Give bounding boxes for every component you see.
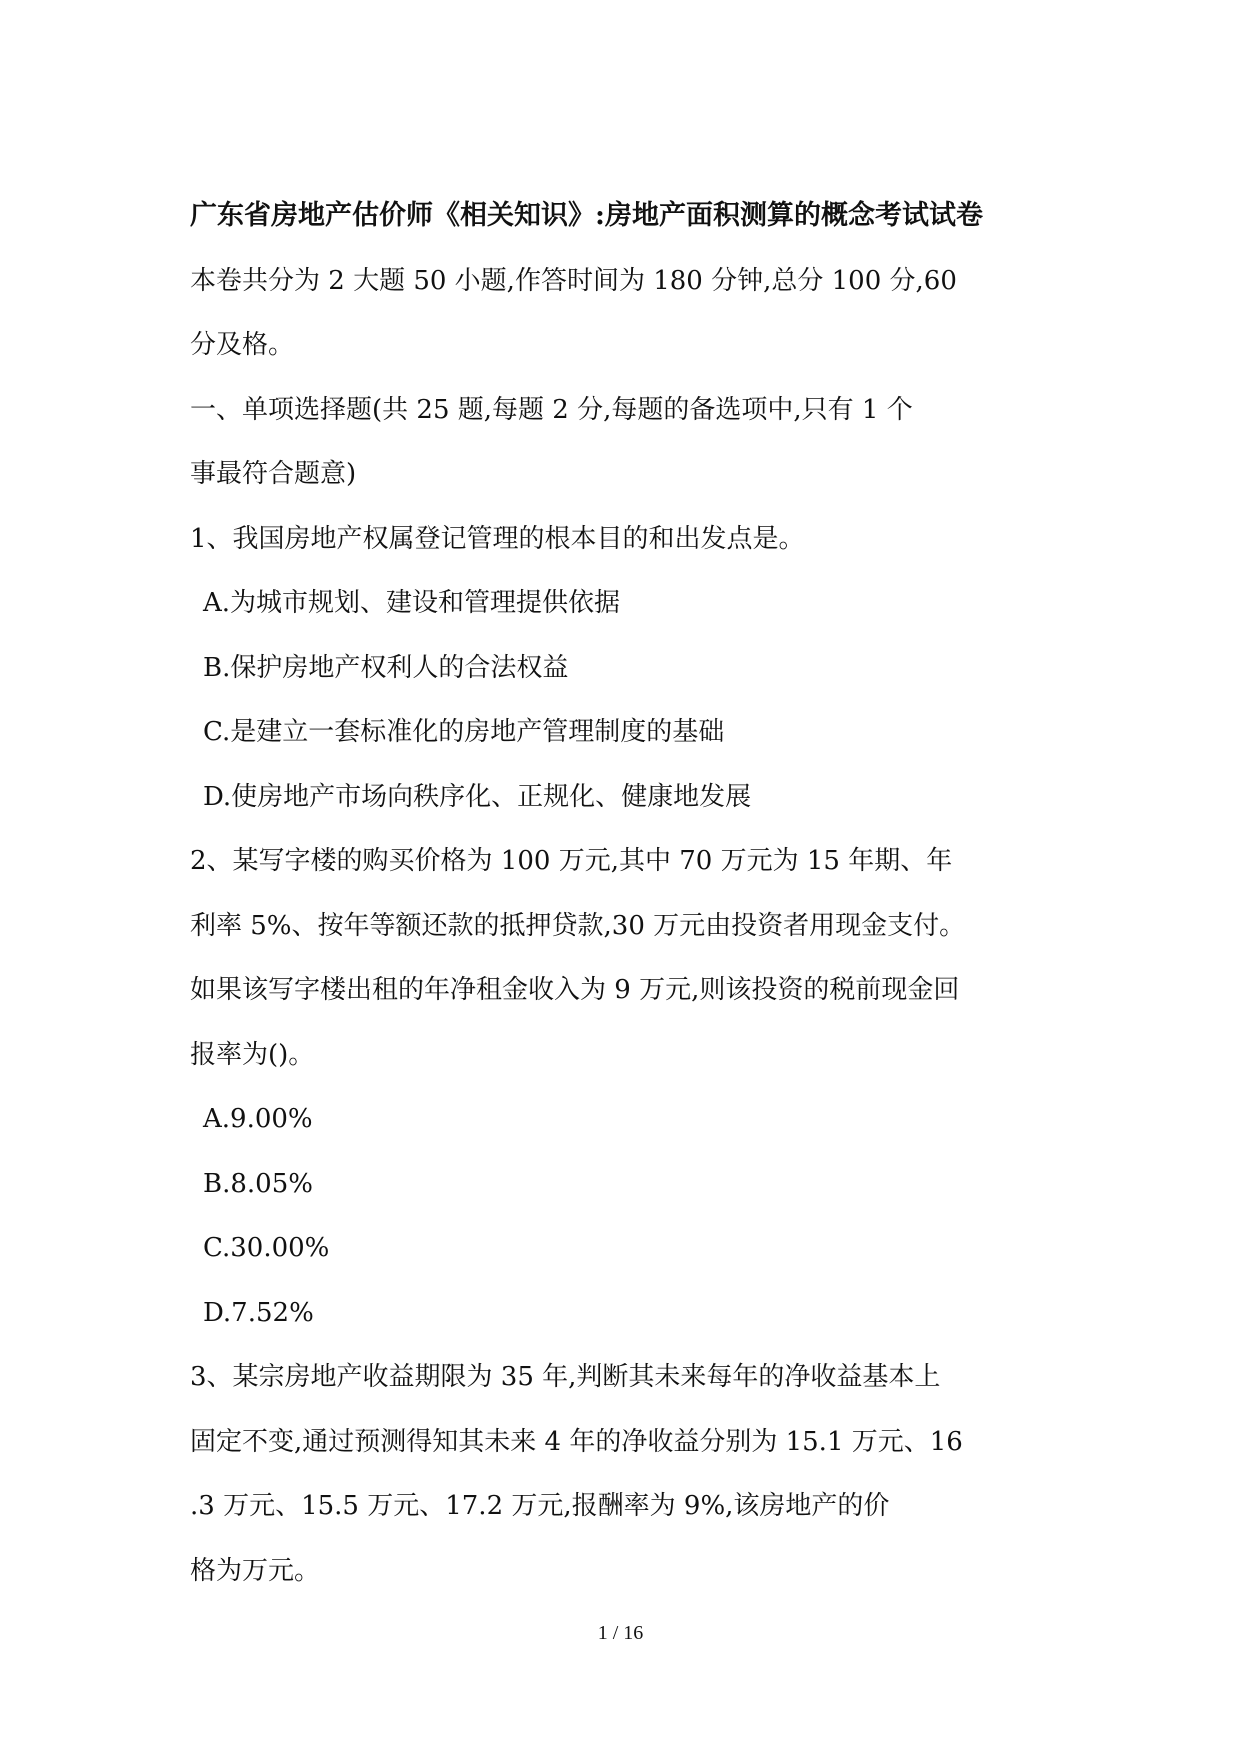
question-2-stem-line-3: 如果该写字楼出租的年净租金收入为 9 万元,则该投资的税前现金回 [190,975,960,1005]
section-heading-line-2: 事最符合题意) [190,459,357,489]
question-1-option-a: A.为城市规划、建设和管理提供依据 [203,588,621,618]
question-1-option-c: C.是建立一套标准化的房地产管理制度的基础 [203,717,725,747]
question-2-stem-line-4: 报率为()。 [190,1039,315,1070]
question-2 [190,829,1060,1345]
question-2-option-b: B.8.05% [203,1168,313,1199]
question-2-stem-line-1: 2、某写字楼的购买价格为 100 万元,其中 70 万元为 15 年期、年 [190,846,953,876]
question-1-stem: 1、我国房地产权属登记管理的根本目的和出发点是。 [190,523,805,554]
question-3-stem-line-3: .3 万元、15.5 万元、17.2 万元,报酬率为 9%,该房地产的价 [190,1491,890,1521]
question-3 [190,1345,1060,1603]
intro-line-1: 本卷共分为 2 大题 50 小题,作答时间为 180 分钟,总分 100 分,60 [190,265,957,296]
page-number: 1 / 16 [597,1622,644,1644]
question-2-stem-line-2: 利率 5%、按年等额还款的抵押贷款,30 万元由投资者用现金支付。 [190,910,966,941]
question-2-option-c: C.30.00% [203,1233,330,1263]
question-3-stem-line-4: 格为万元。 [190,1555,321,1586]
intro-line-2: 分及格。 [190,330,295,360]
document-body [190,184,1060,1603]
question-1 [190,507,1060,830]
question-3-stem-line-1: 3、某宗房地产收益期限为 35 年,判断其未来每年的净收益基本上 [190,1362,941,1392]
question-2-option-a: A.9.00% [203,1104,313,1134]
question-2-option-d: D.7.52% [203,1297,314,1328]
question-1-option-d: D.使房地产市场向秩序化、正规化、健康地发展 [203,781,752,812]
section-heading-line-1: 一、单项选择题(共 25 题,每题 2 分,每题的备选项中,只有 1 个 [190,394,913,425]
document-title: 广东省房地产估价师《相关知识》:房地产面积测算的概念考试试卷 [190,200,983,231]
question-3-stem-line-2: 固定不变,通过预测得知其未来 4 年的净收益分别为 15.1 万元、16 [190,1426,963,1457]
question-1-option-b: B.保护房地产权利人的合法权益 [203,652,569,683]
